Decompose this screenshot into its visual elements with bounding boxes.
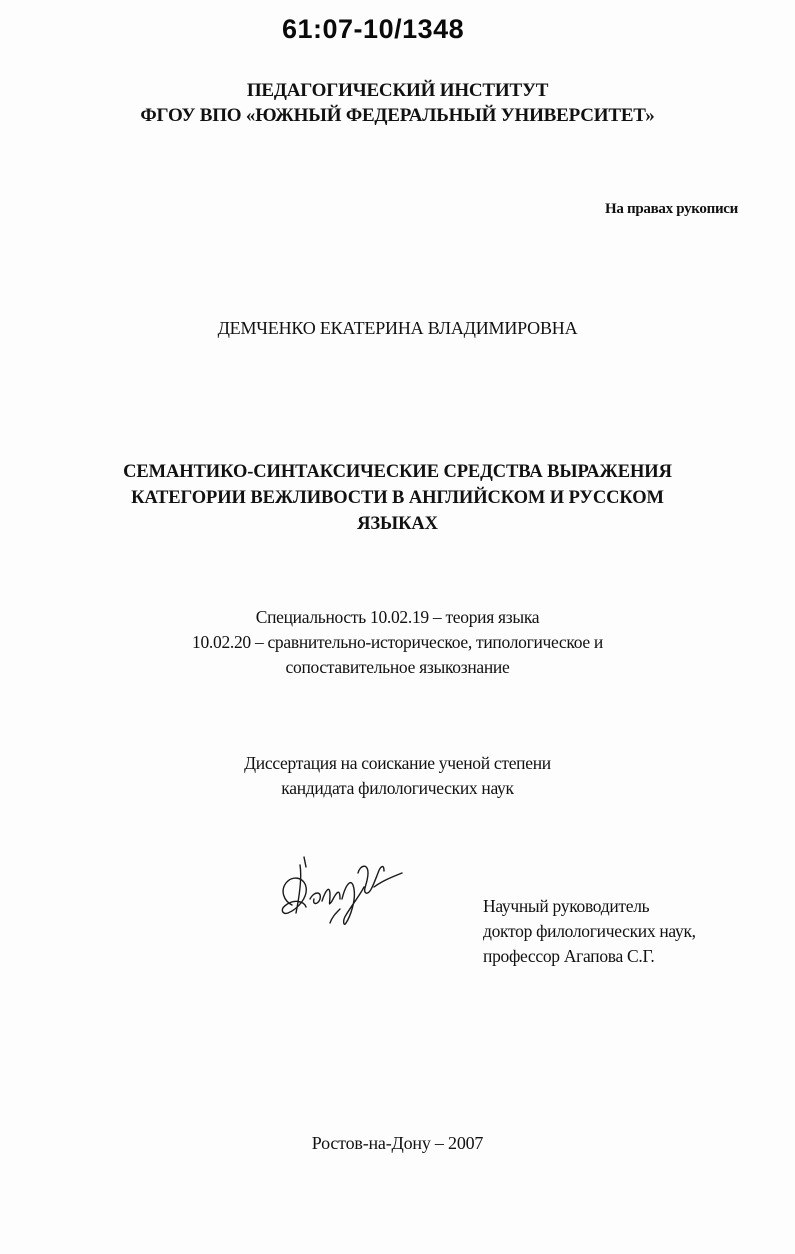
city-year: Ростов-на-Дону – 2007 bbox=[311, 1133, 484, 1153]
institution-header bbox=[0, 78, 795, 128]
thesis-title-line-3: ЯЗЫКАХ bbox=[357, 514, 438, 534]
supervisor-line-1: Научный руководитель bbox=[483, 896, 650, 916]
supervisor-line-3: профессор Агапова С.Г. bbox=[483, 946, 655, 966]
thesis-title bbox=[0, 459, 795, 537]
institution-line-2: ФГОУ ВПО «ЮЖНЫЙ ФЕДЕРАЛЬНЫЙ УНИВЕРСИТЕТ» bbox=[140, 105, 655, 126]
catalog-number: 61:07-10/1348 bbox=[282, 14, 465, 44]
author-name: ДЕМЧЕНКО ЕКАТЕРИНА ВЛАДИМИРОВНА bbox=[217, 318, 578, 338]
thesis-title-line-1: СЕМАНТИКО-СИНТАКСИЧЕСКИЕ СРЕДСТВА ВЫРАЖЕНИЯ bbox=[123, 462, 672, 482]
specialty-block bbox=[0, 605, 795, 680]
specialty-line-3: сопоставительное языкознание bbox=[285, 657, 510, 677]
specialty-line-2: 10.02.20 – сравнительно-историческое, типологическое и bbox=[192, 632, 603, 652]
degree-block bbox=[0, 751, 795, 801]
degree-line-2: кандидата филологических наук bbox=[281, 778, 514, 798]
supervisor-block bbox=[483, 894, 696, 969]
manuscript-note: На правах рукописи bbox=[604, 201, 738, 217]
specialty-line-1: Специальность 10.02.19 – теория языка bbox=[255, 607, 540, 627]
supervisor-line-2: доктор филологических наук, bbox=[483, 921, 696, 941]
degree-line-1: Диссертация на соискание ученой степени bbox=[244, 753, 551, 773]
handwritten-signature-icon bbox=[270, 843, 420, 928]
institution-line-1: ПЕДАГОГИЧЕСКИЙ ИНСТИТУТ bbox=[246, 80, 549, 101]
thesis-title-line-2: КАТЕГОРИИ ВЕЖЛИВОСТИ В АНГЛИЙСКОМ И РУССКОМ bbox=[131, 488, 664, 508]
